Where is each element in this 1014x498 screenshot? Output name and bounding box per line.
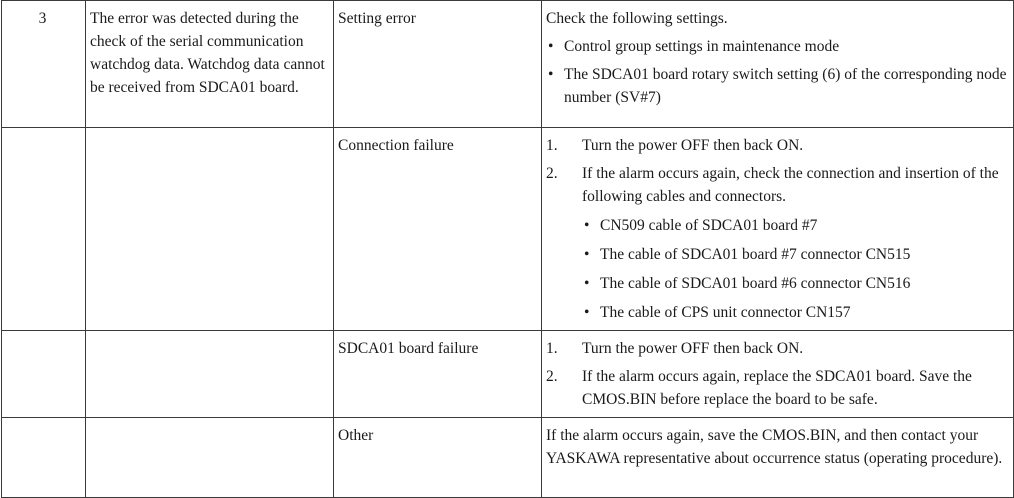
cable-bullet-list [582,214,1007,324]
remedy-bullet-list [546,35,1007,109]
alarm-description: The error was detected during the check of the serial communication watchdog data. Watchdog data cannot be received from SDCA01 board. [86,1,334,128]
step-text: If the alarm occurs again, replace the SDCA01 board. Save the CMOS.BIN before replace the board to be safe. [582,368,972,408]
remedy-other: If the alarm occurs again, save the CMOS.BIN, and then contact your YASKAWA representative about occurrence status (operating procedure). [542,418,1014,498]
list-item: • CN509 cable of SDCA01 board #7 [582,214,1007,237]
cause-setting-error: Setting error [334,1,542,128]
list-item: • The cable of CPS unit connector CN157 [582,301,1007,324]
empty-cell [2,331,86,418]
cause-board-failure: SDCA01 board failure [334,331,542,418]
step-text: Turn the power OFF then back ON. [582,340,804,357]
alarm-number: 3 [2,1,86,128]
empty-cell [86,331,334,418]
remedy-setting-error [542,1,1014,128]
empty-cell [86,128,334,331]
step-text: If the alarm occurs again, check the connection and insertion of the following cables and connectors. [582,165,999,205]
remedy-step-list [546,337,1007,411]
list-item [546,337,1007,360]
table-row [2,418,1014,498]
empty-cell [86,418,334,498]
empty-cell [2,418,86,498]
list-item: • The SDCA01 board rotary switch setting (6) of the corresponding node number (SV#7) [546,63,1007,109]
list-item: • Control group settings in maintenance mode [546,35,1007,58]
step-number: 1. [546,340,558,357]
list-item: • The cable of SDCA01 board #7 connector CN515 [582,243,1007,266]
step-text: Turn the power OFF then back ON. [582,137,804,154]
remedy-board-failure [542,331,1014,418]
step-number: 2. [546,165,558,182]
cause-connection-failure: Connection failure [334,128,542,331]
table-row [2,331,1014,418]
list-item [546,162,1007,324]
remedy-step-list [546,134,1007,324]
alarm-table [1,0,1014,498]
remedy-intro: Check the following settings. [546,10,728,27]
remedy-connection-failure [542,128,1014,331]
list-item: • The cable of SDCA01 board #6 connector CN516 [582,272,1007,295]
list-item [546,134,1007,157]
table-row [2,1,1014,128]
step-number: 1. [546,137,558,154]
step-number: 2. [546,368,558,385]
cause-other: Other [334,418,542,498]
empty-cell [2,128,86,331]
table-row [2,128,1014,331]
list-item [546,365,1007,411]
